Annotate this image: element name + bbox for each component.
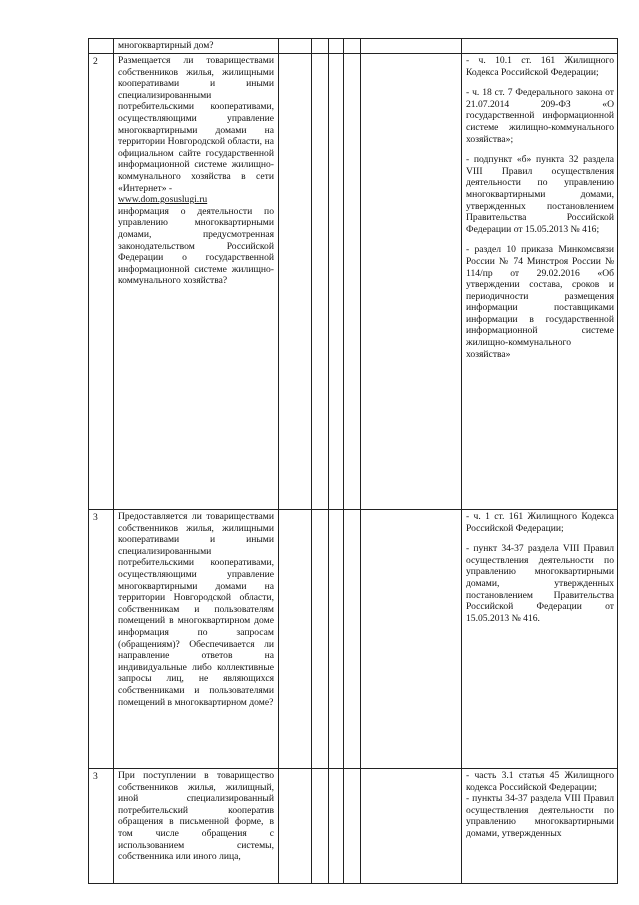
row-number: 3 (89, 510, 114, 769)
answer-yes-cell (279, 54, 312, 510)
question-cell (114, 769, 279, 884)
legal-reference: - ч. 18 ст. 7 Федерального закона от 21.07.2014 209-ФЗ «О государственной информационной системе жилищно-коммунального хозяйства»; (466, 87, 617, 145)
legal-reference: - пункты 34-37 раздела VIII Правил осуществления деятельности по управлению многоквартирными домами, утвержденных (466, 793, 617, 839)
table-row (89, 510, 618, 769)
answer-na-cell (329, 39, 344, 54)
answer-no-cell (312, 39, 329, 54)
answer-yes-cell (279, 769, 312, 884)
row-number (89, 39, 114, 54)
notes-cell (361, 769, 462, 884)
notes-cell (361, 510, 462, 769)
reference-cell (462, 510, 618, 769)
legal-reference: - ч. 10.1 ст. 161 Жилищного Кодекса Российской Федерации; (466, 55, 617, 78)
table-row (89, 769, 618, 884)
legal-reference: - ч. 1 ст. 161 Жилищного Кодекса Российской Федерации; (466, 511, 617, 534)
legal-reference: - подпункт «б» пункта 32 раздела VIII Правил осуществления деятельности по управлению многоквартирными домами, утвержденных постановлением Правительства Российской Федерации от 15.05.2013 № 416; (466, 154, 617, 235)
question-cell (114, 39, 279, 54)
answer-extra-cell (344, 769, 361, 884)
reference-cell (462, 39, 618, 54)
reference-cell (462, 54, 618, 510)
answer-yes-cell (279, 39, 312, 54)
notes-cell (361, 39, 462, 54)
answer-no-cell (312, 769, 329, 884)
answer-no-cell (312, 510, 329, 769)
reference-cell (462, 769, 618, 884)
question-text-tail: информация о деятельности по управлению многоквартирными домами, предусмотренная законодательством Российской Федерации о государственной информационной системе жилищно-коммунального хозяйства? (118, 205, 277, 287)
question-text: многоквартирный дом? (118, 40, 214, 51)
question-text-main: Размещается ли товариществами собственников жилья, жилищными кооперативами и иными специализированными потребительскими кооперативами, осуществляющими управление многоквартирными домами на территории Новгородской области, на официальном сайте государственной информационной системе жилищно-коммунального хозяйства в сети «Интернет» - (118, 55, 277, 194)
answer-yes-cell (279, 510, 312, 769)
answer-extra-cell (344, 39, 361, 54)
question-text: Предоставляется ли товариществами собственников жилья, жилищными кооперативами и иными специализированными потребительскими кооперативами, осуществляющими управление многоквартирными домами на территории Новгородской области, собственникам и пользователям помещений в многоквартирном доме информация по запросам (обращениям)? Обеспечивается ли направление ответов на индивидуальные либо коллективные запросы лиц, не являющихся собственниками и пользователями помещений в многоквартирном доме? (118, 511, 277, 708)
answer-na-cell (329, 54, 344, 510)
answer-extra-cell (344, 510, 361, 769)
answer-na-cell (329, 510, 344, 769)
answer-extra-cell (344, 54, 361, 510)
answer-no-cell (312, 54, 329, 510)
answer-na-cell (329, 769, 344, 884)
legal-reference: - пункт 34-37 раздела VIII Правил осуществления деятельности по управлению многоквартирными домами, утвержденных постановлением Правительства Российской Федерации от 15.05.2013 № 416. (466, 543, 617, 624)
legal-reference: - раздел 10 приказа Минкомсвязи России № 74 Минстроя России № 114/пр от 29.02.2016 «Об утверждении состава, сроков и периодичности размещения информации поставщиками информации в государственной информационной системе жилищно-коммунального хозяйства» (466, 244, 617, 360)
question-text (118, 55, 277, 287)
question-cell (114, 54, 279, 510)
question-cell (114, 510, 279, 769)
table-row (89, 39, 618, 54)
checklist-table (88, 38, 618, 884)
question-text: При поступлении в товарищество собственников жилья, жилищный, иной специализированный потребительский кооператив обращения в письменной форме, в том числе обращения с использованием системы, собственника или иного лица, (118, 770, 277, 863)
legal-reference: - часть 3.1 статья 45 Жилищного кодекса Российской Федерации; (466, 770, 617, 793)
gis-link[interactable]: www.dom.gosuslugi.ru (118, 194, 208, 206)
notes-cell (361, 54, 462, 510)
row-number: 2 (89, 54, 114, 510)
row-number: 3 (89, 769, 114, 884)
table-row (89, 54, 618, 510)
